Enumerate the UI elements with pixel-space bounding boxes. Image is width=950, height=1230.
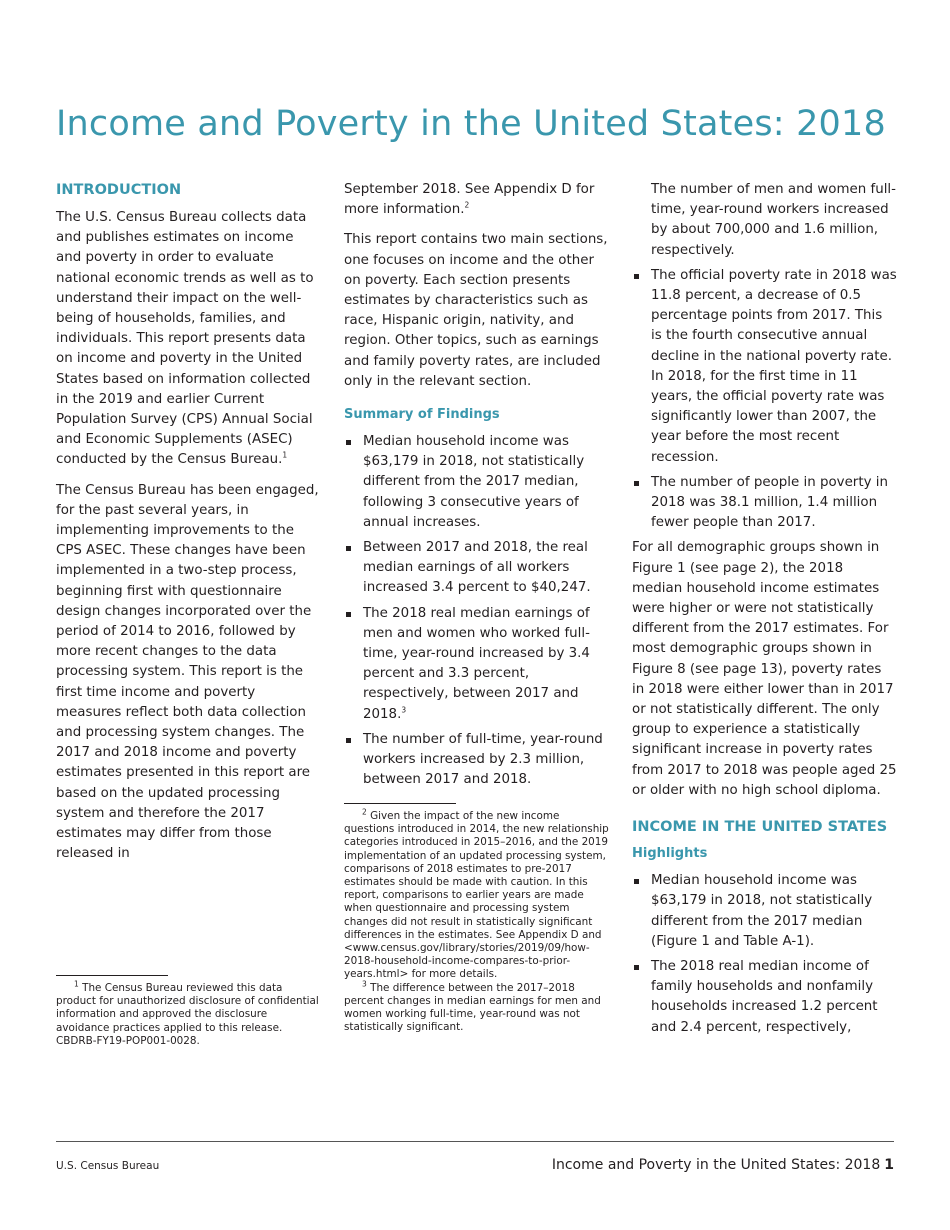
footnote-rule xyxy=(56,975,168,976)
highlights-bullet-list xyxy=(632,871,897,1038)
list-item xyxy=(344,730,610,791)
footnote-1-mark: 1 xyxy=(74,979,79,989)
column-3 xyxy=(632,180,897,1043)
list-item xyxy=(344,432,610,533)
bullet-text: The number of people in poverty in 2018 was 38.1 million, 1.4 million fewer people than 2017. xyxy=(651,474,888,531)
bullet-square-icon xyxy=(634,879,639,884)
footnote-3-mark: 3 xyxy=(362,979,367,989)
col3-paragraph-1: For all demographic groups shown in Figure 1 (see page 2), the 2018 median household income estimates were higher or were not statistically different from the 2017 estimates. For most demographic groups shown in Figure 8 (see page 13), poverty rates in 2018 were either lower than in 2017 or not statistically different. The only group to experience a statistically significant increase in poverty rates from 2017 to 2018 was people aged 25 or older with no high school diploma. xyxy=(632,540,897,798)
list-item xyxy=(344,604,610,725)
column-1 xyxy=(56,180,321,875)
list-item xyxy=(632,473,897,534)
bullet-text: The 2018 real median earnings of men and women who worked full-time, year-round increased by 3.4 percent and 3.3 percent, respectively, between 2017 and 2018. xyxy=(363,605,590,722)
footer-rule xyxy=(56,1141,894,1142)
bullet-text: Median household income was $63,179 in 2018, not statistically different from the 2017 median, following 3 consecutive years of annual increases. xyxy=(363,434,585,530)
bullet-text: The number of full-time, year-round workers increased by 2.3 million, between 2017 and 2018. xyxy=(363,731,603,788)
footnote-ref-2[interactable]: 2 xyxy=(464,200,470,210)
footnote-3-text: The difference between the 2017–2018 percent changes in median earnings for men and women working full-time, year-round was not statistically significant. xyxy=(344,981,601,1034)
highlights-heading: Highlights xyxy=(632,846,708,862)
bullet-square-icon xyxy=(634,481,639,486)
bullet-square-icon xyxy=(346,546,351,551)
col2-paragraph-1 xyxy=(344,180,610,220)
footnote-rule xyxy=(344,803,456,804)
bullet-square-icon xyxy=(346,612,351,617)
footnote-2-text: Given the impact of the new income questions introduced in 2014, the new relationship categories introduced in 2015–2016, and the 2019 implementation of an updated processing system, comparisons of 2018 estimates to pre-2017 estimates should be made with caution. In this report, comparisons to earlier years are made when questionnaire and processing system changes did not result in statistically significant differences in the estimates. See Appendix D and <www.census.gov/library/stories/2019/09/how-2018-household-income-compares-to-prior-years.html> for more details. xyxy=(344,810,609,981)
footnote-2-mark: 2 xyxy=(362,807,367,817)
footnotes-column-1 xyxy=(56,975,321,1048)
col2-paragraph-1-text: September 2018. See Appendix D for more information. xyxy=(344,182,595,218)
col2-paragraph-2: This report contains two main sections, one focuses on income and the other on poverty. Each section presents estimates by characteristics such as race, Hispanic origin, nativity, and region. Other topics, such as earnings and family poverty rates, are included only in the relevant section. xyxy=(344,232,608,389)
intro-paragraph-1-text: The U.S. Census Bureau collects data and publishes estimates on income and poverty in order to evaluate national economic trends as well as to understand their impact on the well-being of households, families, and individuals. This report presents data on income and poverty in the United States based on information collected in the 2019 and earlier Current Population Survey (CPS) Annual Social and Economic Supplements (ASEC) conducted by the Census Bureau. xyxy=(56,210,314,468)
summary-bullet-list xyxy=(344,432,610,790)
footnote-3 xyxy=(344,979,610,1035)
poverty-bullet-list xyxy=(632,266,897,534)
footer-publisher: U.S. Census Bureau xyxy=(56,1160,160,1172)
list-item xyxy=(632,957,897,1038)
footnote-ref-1[interactable]: 1 xyxy=(282,450,288,460)
footnote-1-text: The Census Bureau reviewed this data product for unauthorized disclosure of confidential information and approved the disclosure avoidance practices applied to this release. CBDRB-FY19-POP001-0028. xyxy=(56,982,319,1047)
list-item xyxy=(344,538,610,599)
intro-paragraph-2: The Census Bureau has been engaged, for the past several years, in implementing improvements to the CPS ASEC. These changes have been implemented in a two-step process, beginning first with questionnaire design changes incorporated over the period of 2014 to 2016, followed by more recent changes to the data processing system. This report is the first time income and poverty measures reflect both data collection and processing system changes. The 2017 and 2018 income and poverty estimates presented in this report are based on the updated processing system and therefore the 2017 estimates may differ from those released in xyxy=(56,482,319,862)
list-item xyxy=(632,871,897,952)
bullet-continuation: The number of men and women full-time, year-round workers increased by about 700,000 and 1.6 million, respectively. xyxy=(651,182,896,258)
footnote-ref-3[interactable]: 3 xyxy=(401,705,407,715)
bullet-text: Median household income was $63,179 in 2018, not statistically different from the 2017 median (Figure 1 and Table A-1). xyxy=(651,873,873,949)
column-2 xyxy=(344,180,610,795)
footer-running-title xyxy=(552,1157,894,1173)
bullet-square-icon xyxy=(634,965,639,970)
bullet-square-icon xyxy=(346,738,351,743)
footnote-1 xyxy=(56,979,321,1048)
bullet-text: The official poverty rate in 2018 was 11.8 percent, a decrease of 0.5 percentage points from 2017. This is the fourth consecutive annual decline in the national poverty rate. In 2018, for the first time in 11 years, the official poverty rate was significantly lower than 2007, the year before the most recent recession. xyxy=(651,267,897,465)
list-item xyxy=(632,266,897,468)
page-title: Income and Poverty in the United States: 2018 xyxy=(56,104,886,144)
page-number: 1 xyxy=(884,1157,894,1173)
bullet-text: The 2018 real median income of family households and nonfamily households increased 1.2 percent and 2.4 percent, respectively, xyxy=(651,958,878,1035)
footer-title-text: Income and Poverty in the United States: 2018 xyxy=(551,1157,881,1173)
bullet-square-icon xyxy=(634,274,639,279)
summary-of-findings-heading: Summary of Findings xyxy=(344,407,500,423)
footnote-2 xyxy=(344,807,610,982)
intro-paragraph-1 xyxy=(56,208,321,471)
introduction-heading: INTRODUCTION xyxy=(56,182,182,198)
bullet-text: Between 2017 and 2018, the real median earnings of all workers increased 3.4 percent to $40,247. xyxy=(363,540,591,596)
income-section-heading: INCOME IN THE UNITED STATES xyxy=(632,819,888,836)
bullet-square-icon xyxy=(346,440,351,445)
footnotes-column-2 xyxy=(344,803,610,1034)
